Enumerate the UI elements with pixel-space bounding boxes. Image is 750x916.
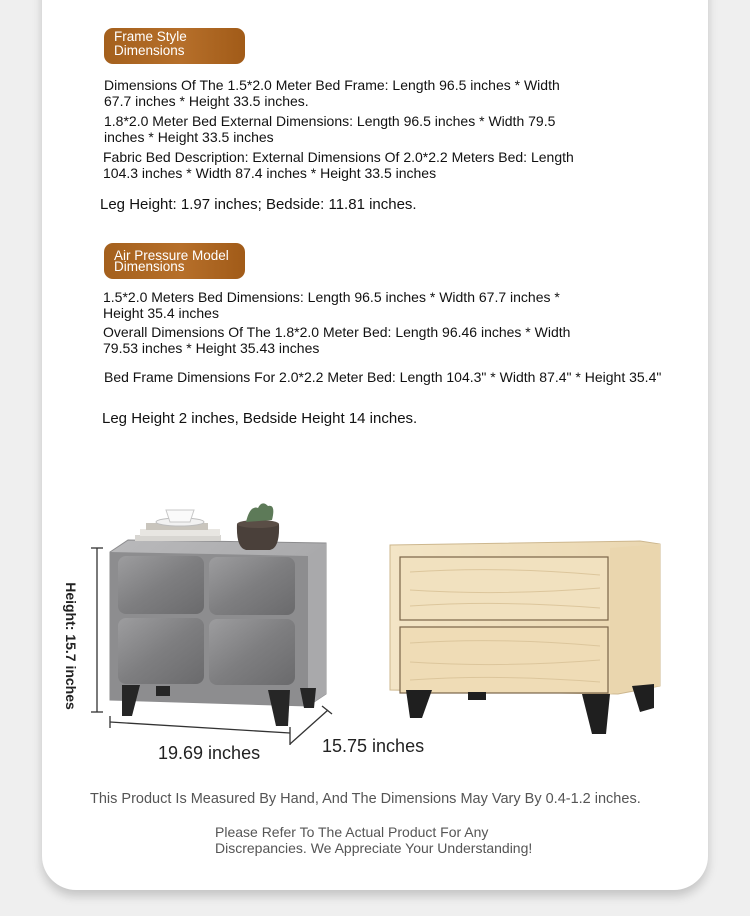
air-pressure-item-1: 1.5*2.0 Meters Bed Dimensions: Length 96.5 inches * Width 67.7 inches * Height 35.4 inches (103, 289, 560, 321)
frame-style-leg-note: Leg Height: 1.97 inches; Bedside: 11.81 inches. (100, 196, 417, 213)
frame-style-item-3: Fabric Bed Description: External Dimensions Of 2.0*2.2 Meters Bed: Length 104.3 inches * Width 87.4 inches * Height 33.5 inches (103, 149, 574, 181)
air-pressure-item-2: Overall Dimensions Of The 1.8*2.0 Meter Bed: Length 96.46 inches * Width 79.53 inches * Height 35.43 inches (103, 324, 571, 356)
frame-style-item-2: 1.8*2.0 Meter Bed External Dimensions: Length 96.5 inches * Width 79.5 inches * Height 33.5 inches (104, 113, 556, 145)
depth-label: 15.75 inches (322, 736, 425, 756)
width-label: 19.69 inches (158, 743, 261, 763)
frame-style-badge-line1: Frame Style (114, 29, 187, 44)
measurement-note: This Product Is Measured By Hand, And The Dimensions May Vary By 0.4-1.2 inches. (90, 791, 641, 807)
gray-nightstand (110, 503, 326, 726)
air-pressure-leg-note: Leg Height 2 inches, Bedside Height 14 inches. (102, 410, 418, 427)
wood-nightstand (390, 541, 660, 734)
air-pressure-badge-line1: Air Pressure Model (114, 248, 229, 263)
air-pressure-badge-line2: Dimensions (114, 259, 185, 274)
frame-style-badge-line2: Dimensions (114, 43, 185, 58)
discrepancy-note: Please Refer To The Actual Product For Any Discrepancies. We Appreciate Your Understanding! (215, 824, 533, 856)
air-pressure-item-3: Bed Frame Dimensions For 2.0*2.2 Meter Bed: Length 104.3" * Width 87.4" * Height 35.4" (104, 369, 662, 385)
frame-style-item-1: Dimensions Of The 1.5*2.0 Meter Bed Frame: Length 96.5 inches * Width 67.7 inches * Height 33.5 inches. (104, 77, 560, 109)
height-label: Height: 15.7 inches (63, 582, 79, 710)
